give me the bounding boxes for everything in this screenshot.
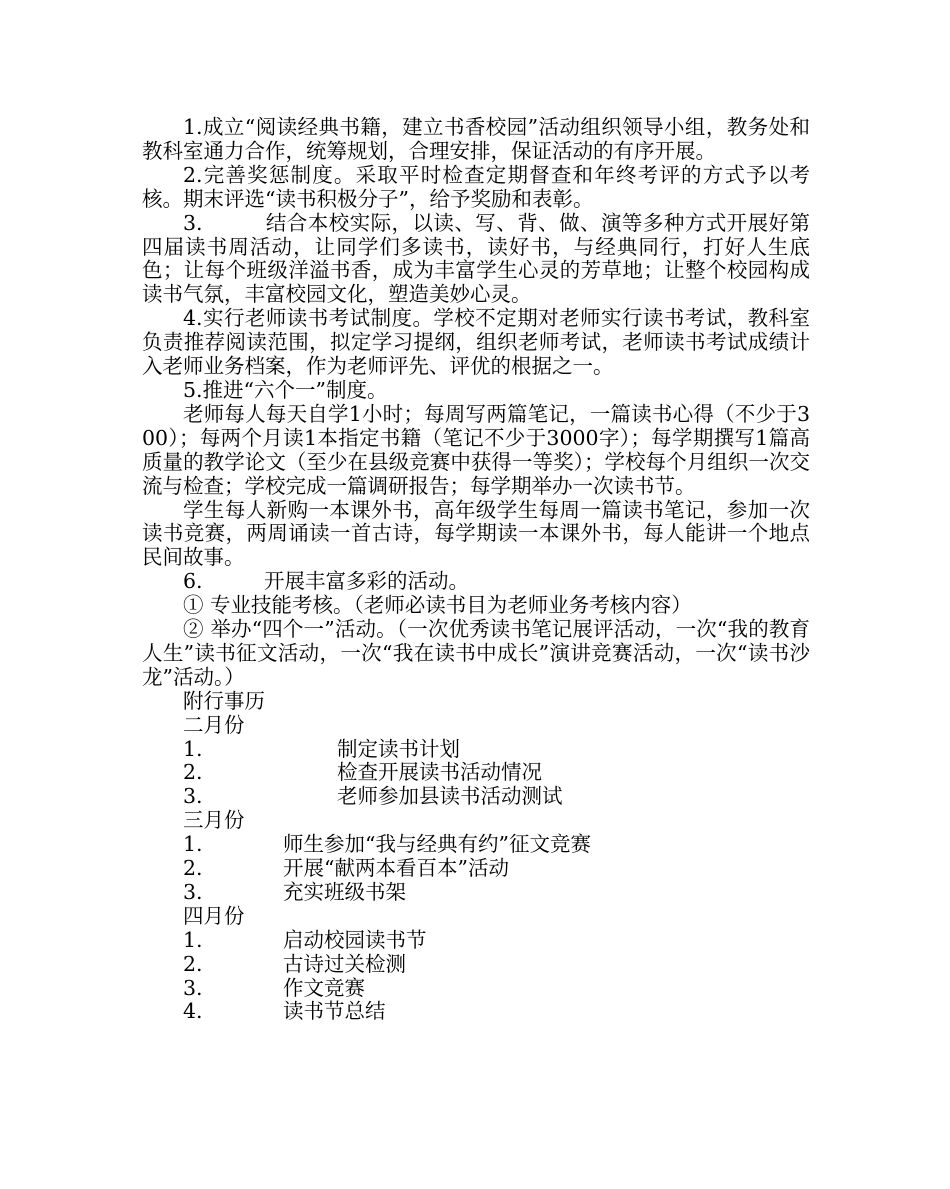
item-number: 3. [183, 784, 203, 809]
month-heading-april: 四月份 [183, 903, 245, 928]
item-text: 读书节总结 [283, 999, 386, 1024]
item-number: 1. [183, 927, 203, 952]
calendar-item [142, 881, 810, 905]
calendar-item [142, 761, 810, 785]
calendar-item [142, 1000, 810, 1024]
document-body [142, 116, 810, 1024]
item-text: 制定读书计划 [337, 736, 460, 761]
item-number: 1. [183, 832, 203, 857]
calendar-item [142, 857, 810, 881]
paragraph-4: 4.实行老师读书考试制度。学校不定期对老师实行读书考试，教科室负责推荐阅读范围，拟定学习提纲，组织老师考试，老师读书考试成绩计入老师业务档案，作为老师评先、评优的根据之一。 [142, 306, 810, 379]
calendar-item [142, 953, 810, 977]
item-number: 1. [183, 736, 203, 761]
item-text: 师生参加“我与经典有约”征文竞赛 [283, 832, 591, 857]
item-text: 老师参加县读书活动测试 [337, 784, 563, 809]
month-heading-february: 二月份 [183, 712, 245, 737]
item-number: 2. [183, 760, 203, 785]
item-text: 开展“献两本看百本”活动 [283, 856, 509, 881]
item-number: 3. [183, 879, 203, 904]
item-text: 充实班级书架 [283, 879, 406, 904]
item-text: 古诗过关检测 [283, 951, 406, 976]
item-number: 3. [183, 975, 203, 1000]
activity-item-2: ② 举办“四个一”活动。（一次优秀读书笔记展评活动，一次“我的教育人生”读书征文活动，一次“我在读书中成长”演讲竞赛活动，一次“读书沙龙”活动。） [142, 617, 810, 689]
paragraph-3: 3. 结合本校实际，以读、写、背、做、演等多种方式开展好第四届读书周活动，让同学们多读书，读好书，与经典同行，打好人生底色；让每个班级洋溢书香，成为丰富学生心灵的芳草地；让整个校园构成读书气氛，丰富校园文化，塑造美妙心灵。 [142, 210, 810, 307]
item-number: 2. [183, 856, 203, 881]
calendar-item [142, 833, 810, 857]
paragraph-1: 1.成立“阅读经典书籍，建立书香校园”活动组织领导小组，教务处和教科室通力合作，统筹规划，合理安排，保证活动的有序开展。 [142, 115, 810, 163]
paragraph-student-rules: 学生每人新购一本课外书，高年级学生每周一篇读书笔记，参加一次读书竞赛，两周诵读一首古诗，每学期读一本课外书，每人能讲一个地点民间故事。 [142, 497, 810, 570]
item-number: 2. [183, 951, 203, 976]
paragraph-teacher-rules: 老师每人每天自学1小时；每周写两篇笔记，一篇读书心得（不少于300）；每两个月读1本指定书籍（笔记不少于3000字）；每学期撰写1篇高质量的教学论文（至少在县级竞赛中获得一等奖）；学校每个月组织一次交流与检查；学校完成一篇调研报告；每学期举办一次读书节。 [142, 401, 810, 498]
calendar-item [142, 929, 810, 953]
paragraph-2: 2.完善奖惩制度。采取平时检查定期督查和年终考评的方式予以考核。期末评选“读书积极分子”，给予奖励和表彰。 [142, 162, 810, 211]
item-text: 作文竞赛 [283, 975, 365, 1000]
calendar-title: 附行事历 [183, 688, 265, 713]
calendar-item [142, 785, 810, 809]
item-number: 4. [183, 999, 203, 1024]
calendar-item [142, 977, 810, 1001]
paragraph-5: 5.推进“六个一”制度。 [183, 377, 388, 402]
item-text: 启动校园读书节 [283, 927, 427, 952]
item-text: 检查开展读书活动情况 [337, 760, 542, 785]
activity-item-1: ① 专业技能考核。（老师必读书目为老师业务考核内容） [183, 593, 692, 618]
paragraph-6: 6. 开展丰富多彩的活动。 [183, 569, 470, 594]
calendar-item [142, 738, 810, 762]
month-heading-march: 三月份 [183, 808, 245, 833]
